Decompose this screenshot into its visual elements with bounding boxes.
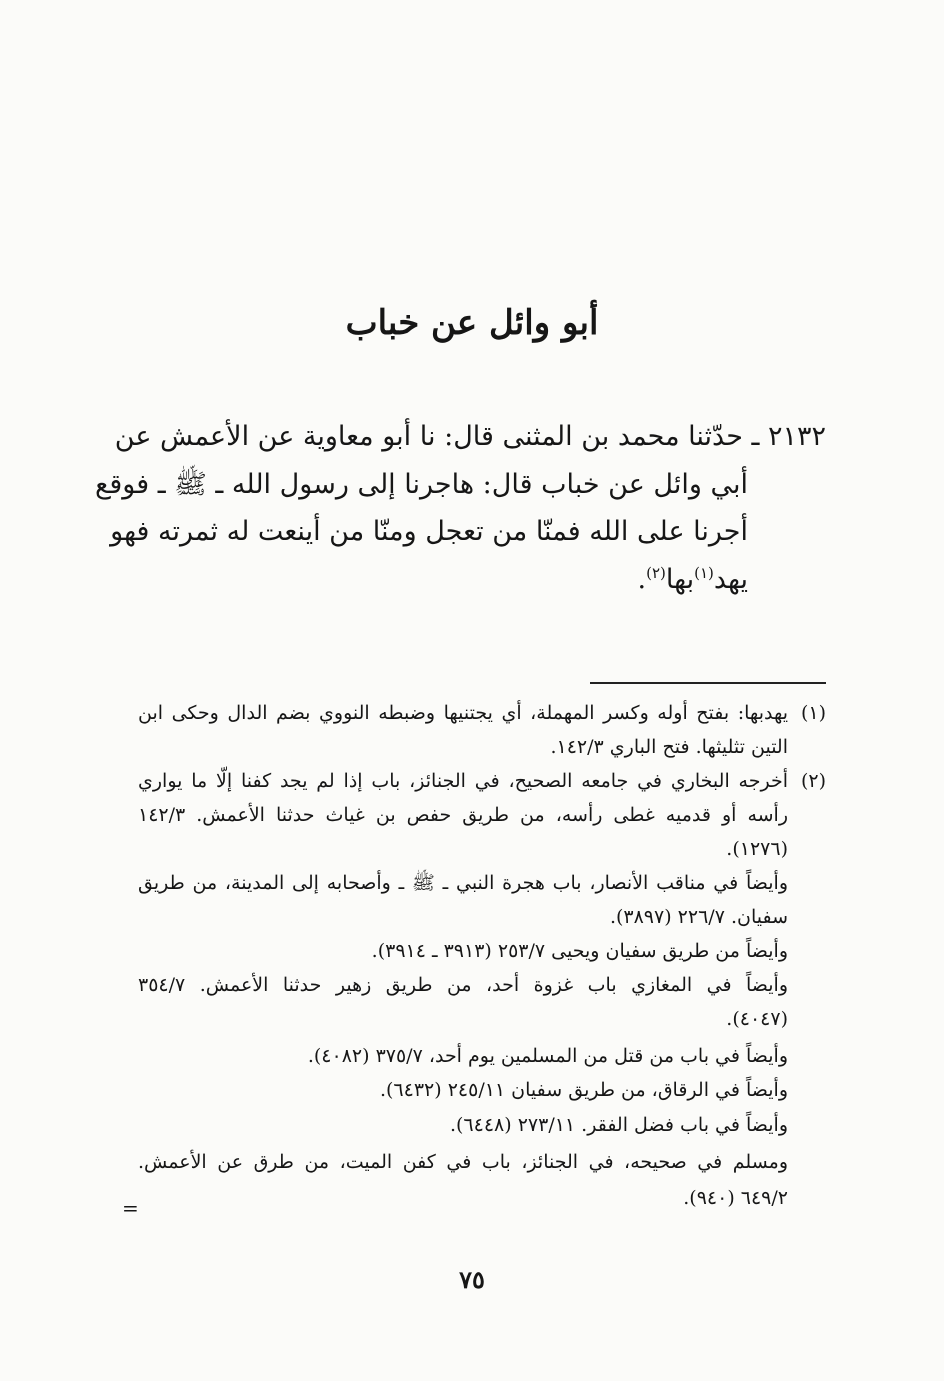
footnote-number: (٢) [800, 770, 826, 792]
footnote-line: وأيضاً في المغازي باب غزوة أحد، من طريق زهير حدثنا الأعمش. ٣٥٤/٧ [138, 974, 788, 996]
footnote-ref: (١) [694, 564, 714, 582]
footnote-line: سفيان. ٢٢٦/٧ (٣٨٩٧). [609, 906, 788, 928]
footnote-line: وأيضاً في مناقب الأنصار، باب هجرة النبي ـ ﷺ ـ وأصحابه إلى المدينة، من طريق [138, 872, 788, 894]
footnote-line: وأيضاً في باب فضل الفقر. ٢٧٣/١١ (٦٤٤٨). [449, 1114, 788, 1136]
footnote-number: (١) [800, 702, 826, 724]
footnote-line: وأيضاً في باب من قتل من المسلمين يوم أحد، ٣٧٥/٧ (٤٠٨٢). [307, 1045, 788, 1067]
footnote-line: رأسه أو قدميه غطى رأسه، من طريق حفص بن غياث حدثنا الأعمش. ١٤٢/٣ [138, 804, 788, 826]
hadith-word: يهد [713, 564, 748, 595]
footnote-separator [590, 682, 826, 684]
footnote-line: وأيضاً في الرقاق، من طريق سفيان ٢٤٥/١١ (٦٤٣٢). [379, 1079, 788, 1101]
footnote-line: يهدبها: بفتح أوله وكسر المهملة، أي يجتنيها وضبطه النووي بضم الدال وحكى ابن [138, 702, 788, 724]
page-number: ٧٥ [459, 1265, 485, 1294]
hadith-line: أجرنا على الله فمنّا من تعجل ومنّا من أينعت له ثمرته فهو [110, 516, 748, 547]
footnote-line: وأيضاً من طريق سفيان ويحيى ٢٥٣/٧ (٣٩١٣ ـ ٣٩١٤). [371, 940, 788, 962]
footnote-line: أخرجه البخاري في جامعه الصحيح، في الجنائز، باب إذا لم يجد كفنا إلّا ما يواري [138, 770, 788, 792]
footnote-ref: (٢) [646, 564, 666, 582]
footnote-line: ومسلم في صحيحه، في الجنائز، باب في كفن الميت، من طرق عن الأعمش. [138, 1151, 788, 1173]
footnote-line: (٤٠٤٧). [726, 1008, 788, 1030]
hadith-word: بها [665, 564, 695, 595]
hadith-line: ٢١٣٢ ـ حدّثنا محمد بن المثنى قال: نا أبو معاوية عن الأعمش عن [114, 421, 826, 452]
section-title: أبو وائل عن خباب [345, 303, 599, 343]
hadith-period: . [637, 564, 647, 595]
footnote-line: التين تثليثها. فتح الباري ١٤٢/٣. [550, 736, 788, 758]
footnote-line: ٦٤٩/٢ (٩٤٠). [683, 1187, 788, 1209]
footnote-line: (١٢٧٦). [726, 838, 788, 860]
hadith-line [638, 557, 748, 603]
hadith-line: أبي وائل عن خباب قال: هاجرنا إلى رسول الله ـ ﷺ ـ فوقع [95, 469, 748, 500]
continuation-mark: = [122, 1196, 139, 1220]
